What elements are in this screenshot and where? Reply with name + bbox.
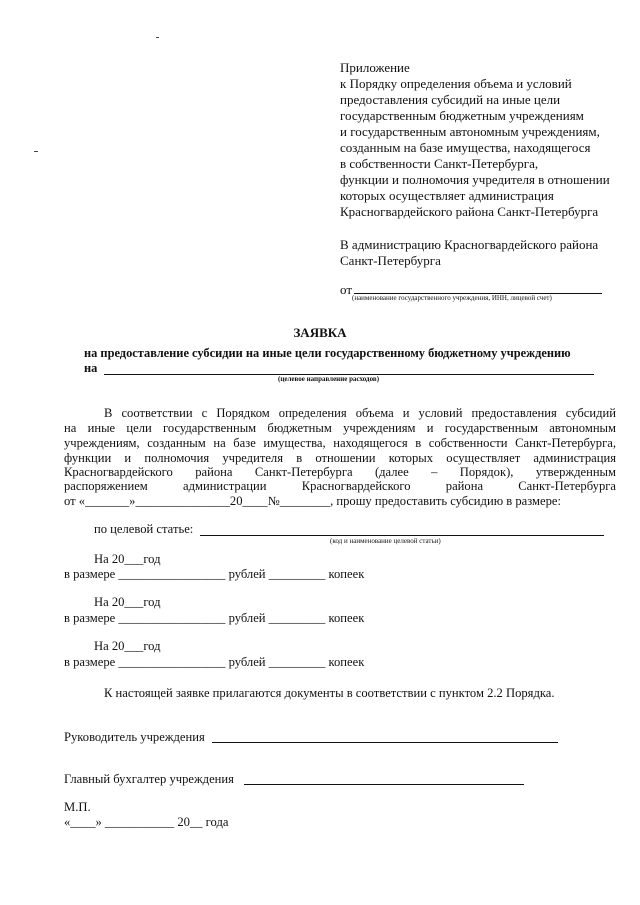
appendix-line: которых осуществляет администрация xyxy=(340,188,554,203)
appendix-line: функции и полномочия учредителя в отношении xyxy=(340,172,610,187)
accountant-signature-field[interactable] xyxy=(244,784,524,785)
accountant-signature-label: Главный бухгалтер учреждения xyxy=(64,772,234,786)
from-caption: (наименование государственного учреждения, ИНН, лицевой счет) xyxy=(352,294,552,302)
amount-line[interactable]: в размере _________________ рублей _________ копеек xyxy=(64,655,365,669)
head-signature-label: Руководитель учреждения xyxy=(64,730,205,744)
appendix-line: Приложение xyxy=(340,60,410,75)
body-line: В соответствии с Порядком определения объема и условий предоставления субсидий xyxy=(104,406,616,420)
document-subtitle: на предоставление субсидии на иные цели государственному бюджетному учреждению xyxy=(84,346,571,360)
appendix-line: Красногвардейского района Санкт-Петербурга xyxy=(340,204,599,219)
body-line: Красногвардейского района Санкт-Петербурга (далее – Порядок), утвержденным xyxy=(64,465,616,479)
year-label: На 20___год xyxy=(94,552,161,566)
purpose-caption: (целевое направление расходов) xyxy=(278,375,380,383)
appendix-line: созданным на базе имущества, находящегося xyxy=(340,140,591,155)
amount-line[interactable]: в размере _________________ рублей _________ копеек xyxy=(64,567,365,581)
article-field[interactable] xyxy=(200,535,604,536)
article-label: по целевой статье: xyxy=(94,522,194,536)
addressee-line: Санкт-Петербурга xyxy=(340,253,441,268)
appendix-line: и государственным автономным учреждениям, xyxy=(340,124,600,139)
year-label: На 20___год xyxy=(94,595,161,609)
article-caption: (код и наименование целевой статьи) xyxy=(330,537,441,545)
body-line: на иные цели государственным бюджетным учреждениям и государственным автономным xyxy=(64,421,616,435)
amount-line[interactable]: в размере _________________ рублей _________ копеек xyxy=(64,611,365,625)
body-line: функции и полномочия учредителя в отношении которых осуществляет администрация xyxy=(64,451,616,465)
from-label: от xyxy=(340,282,353,297)
head-signature-field[interactable] xyxy=(212,742,558,743)
body-line: распоряжением администрации Красногвардейского района Санкт-Петербурга xyxy=(64,479,616,493)
on-label: на xyxy=(84,361,98,375)
appendix-line: государственным бюджетным учреждениям xyxy=(340,108,584,123)
appendix-line: предоставления субсидий на иные цели xyxy=(340,92,561,107)
addressee-line: В администрацию Красногвардейского района xyxy=(340,237,599,252)
stamp-label: М.П. xyxy=(64,800,91,814)
attachment-note: К настоящей заявке прилагаются документы в соответствии с пунктом 2.2 Порядка. xyxy=(104,686,555,700)
scan-speck xyxy=(156,37,159,38)
body-line: учреждениям, созданным на базе имущества, находящегося в собственности Санкт-Петербурга, xyxy=(64,436,616,450)
scan-speck xyxy=(34,151,38,152)
date-line[interactable]: «____» ___________ 20__ года xyxy=(64,815,229,829)
document-title: ЗАЯВКА xyxy=(293,325,347,340)
year-label: На 20___год xyxy=(94,639,161,653)
body-line: от «_______»_______________20____№________, прошу предоставить субсидию в размере: xyxy=(64,494,561,508)
appendix-line: к Порядку определения объема и условий xyxy=(340,76,572,91)
appendix-line: в собственности Санкт-Петербурга, xyxy=(340,156,539,171)
